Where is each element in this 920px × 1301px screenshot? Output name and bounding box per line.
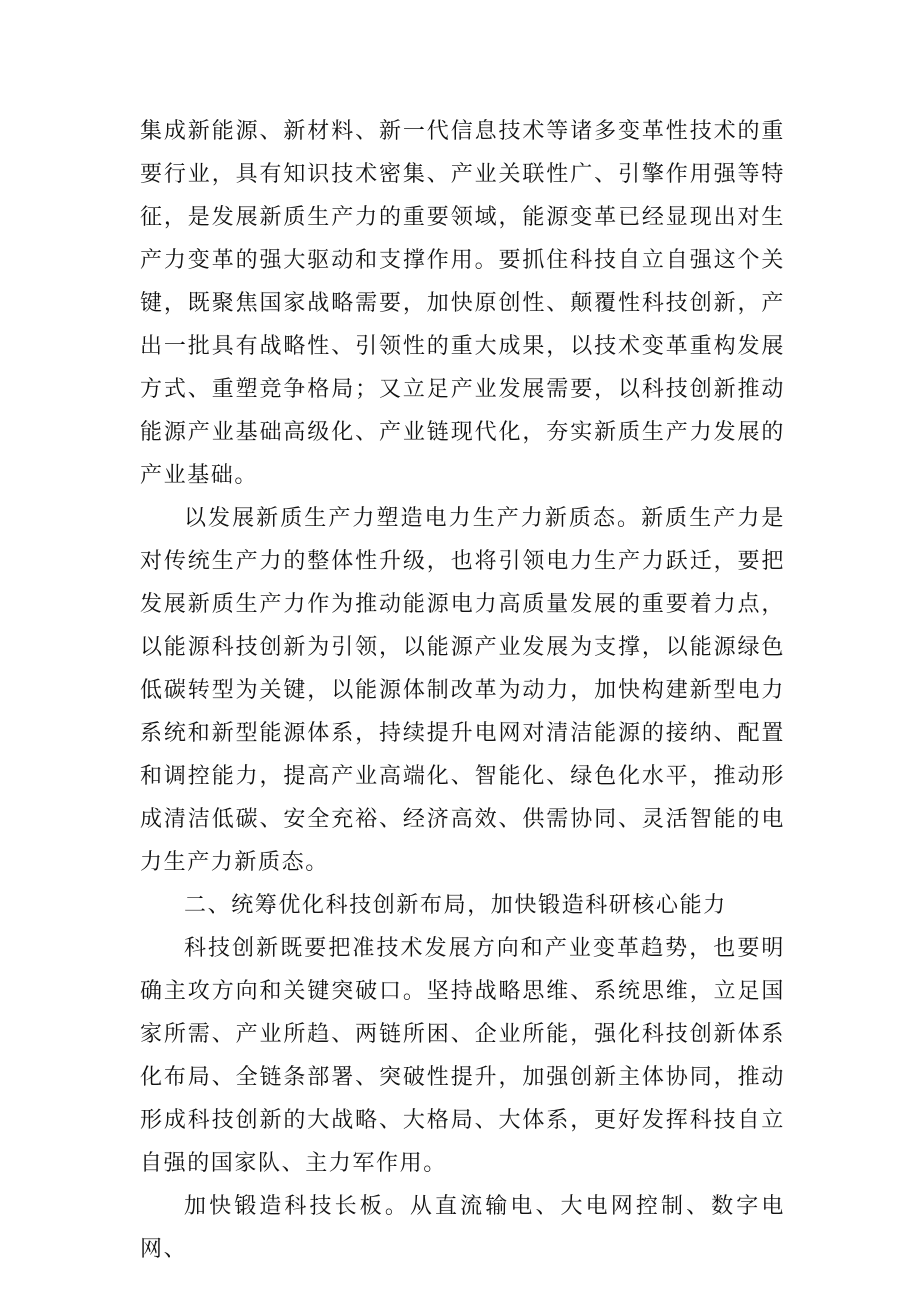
paragraph-innovation-layout: 科技创新既要把准技术发展方向和产业变革趋势，也要明确主攻方向和关键突破口。坚持战略思维、系统思维，立足国家所需、产业所趋、两链所困、企业所能，强化科技创新体系化布局、全链条部署、突破性提升，加强创新主体协同，推动形成科技创新的大战略、大格局、大体系，更好发挥科技自立自强的国家队、主力军作用。: [140, 936, 785, 1176]
paragraph-continuation: 集成新能源、新材料、新一代信息技术等诸多变革性技术的重要行业，具有知识技术密集、产业关联性广、引擎作用强等特征，是发展新质生产力的重要领域，能源变革已经显现出对生产力变革的强大驱动和支撑作用。要抓住科技自立自强这个关键，既聚焦国家战略需要，加快原创性、颠覆性科技创新，产出一批具有战略性、引领性的重大成果，以技术变革重构发展方式、重塑竞争格局；又立足产业发展需要，以科技创新推动能源产业基础高级化、产业链现代化，夯实新质生产力发展的产业基础。: [140, 119, 785, 488]
paragraph-tech-strengths: 加快锻造科技长板。从直流输电、大电网控制、数字电网、: [140, 1194, 785, 1262]
document-body: [140, 110, 785, 1271]
paragraph-new-productivity: 以发展新质生产力塑造电力生产力新质态。新质生产力是对传统生产力的整体性升级，也将引领电力生产力跃迁，要把发展新质生产力作为推动能源电力高质量发展的重要着力点，以能源科技创新为引领，以能源产业发展为支撑，以能源绿色低碳转型为关键，以能源体制改革为动力，加快构建新型电力系统和新型能源体系，持续提升电网对清洁能源的接纳、配置和调控能力，提高产业高端化、智能化、绿色化水平，推动形成清洁低碳、安全充裕、经济高效、供需协同、灵活智能的电力生产力新质态。: [140, 506, 785, 875]
section-heading-2: 二、统筹优化科技创新布局，加快锻造科研核心能力: [184, 893, 727, 918]
